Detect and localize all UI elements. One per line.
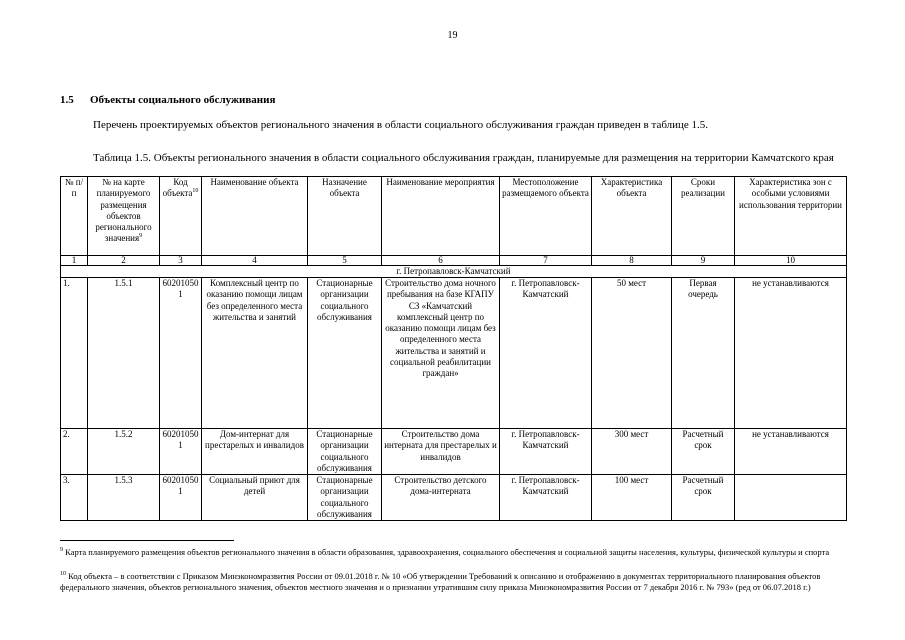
- measure-name: Строительство дома ночного пребывания на базе КГАПУ СЗ «Камчатский комплексный центр по оказанию помощи лицам без определенного места жительства и занятий и социальной реабилитации граждан»: [382, 278, 500, 429]
- section-number: 1.5: [60, 94, 74, 106]
- table-row: [61, 475, 847, 521]
- footnote-ref: 10: [192, 188, 199, 195]
- map-number: 1.5.3: [88, 475, 160, 521]
- zone-characteristic: не устанавливаются: [735, 278, 847, 429]
- column-number: 5: [308, 256, 382, 266]
- header-cell: Местоположение размещаемого объекта: [500, 177, 592, 256]
- section-title: Объекты социального обслуживания: [90, 94, 276, 106]
- group-row: [61, 266, 847, 278]
- object-location: г. Петропавловск-Камчатский: [500, 278, 592, 429]
- header-cell: № на карте планируемого размещения объектов регионального значения$^9$: [88, 177, 160, 256]
- object-name: Социальный приют для детей: [202, 475, 308, 521]
- column-number: 1: [61, 256, 88, 266]
- object-characteristic: 100 мест: [592, 475, 672, 521]
- header-cell: Характеристика зон с особыми условиями использования территории: [735, 177, 847, 256]
- column-number: 2: [88, 256, 160, 266]
- header-cell: Код объекта$^{10}$: [160, 177, 202, 256]
- implementation-term: Расчетный срок: [672, 429, 735, 475]
- table-row: [61, 278, 847, 429]
- object-purpose: Стационарные организации социального обслуживания: [308, 278, 382, 429]
- intro-paragraph: Перечень проектируемых объектов регионального значения в области социального обслуживания граждан приведен в таблице 1.5.: [93, 119, 709, 131]
- header-cell: Характеристика объекта: [592, 177, 672, 256]
- object-purpose: Стационарные организации социального обслуживания: [308, 475, 382, 521]
- row-number: 2.: [61, 429, 88, 475]
- column-number: 4: [202, 256, 308, 266]
- column-number-row: [61, 256, 847, 266]
- header-cell: Назначение объекта: [308, 177, 382, 256]
- row-number: 1.: [61, 278, 88, 429]
- measure-name: Строительство детского дома-интерната: [382, 475, 500, 521]
- zone-characteristic: [735, 475, 847, 521]
- group-title: г. Петропавловск-Камчатский: [61, 266, 847, 278]
- column-number: 6: [382, 256, 500, 266]
- measure-name: Строительство дома интерната для престарелых и инвалидов: [382, 429, 500, 475]
- column-number: 10: [735, 256, 847, 266]
- page-number: 19: [447, 30, 458, 41]
- header-cell: Сроки реализации: [672, 177, 735, 256]
- header-cell: Наименование мероприятия: [382, 177, 500, 256]
- map-number: 1.5.2: [88, 429, 160, 475]
- footnote-9: $^9$ Карта планируемого размещения объектов регионального значения в области образования, здравоохранения, социального обеспечения и социальной защиты населения, культуры, физической культуры и спорта: [60, 547, 830, 557]
- object-code: 602010501: [160, 429, 202, 475]
- map-number: 1.5.1: [88, 278, 160, 429]
- section-heading: [60, 94, 275, 106]
- column-number: 7: [500, 256, 592, 266]
- header-cell: Наименование объекта: [202, 177, 308, 256]
- row-number: 3.: [61, 475, 88, 521]
- column-number: 8: [592, 256, 672, 266]
- zone-characteristic: не устанавливаются: [735, 429, 847, 475]
- implementation-term: Первая очередь: [672, 278, 735, 429]
- object-name: Дом-интернат для престарелых и инвалидов: [202, 429, 308, 475]
- table-header-row: [61, 177, 847, 256]
- object-characteristic: 300 мест: [592, 429, 672, 475]
- object-purpose: Стационарные организации социального обслуживания: [308, 429, 382, 475]
- object-code: 602010501: [160, 475, 202, 521]
- footnote-separator: [60, 540, 234, 541]
- header-cell: № п/п: [61, 177, 88, 256]
- table-row: [61, 429, 847, 475]
- table-caption: Таблица 1.5. Объекты регионального значения в области социального обслуживания граждан, планируемые для размещения на территории Камчатского края: [93, 152, 834, 164]
- footnote-10: $^{10}$ Код объекта – в соответствии с Приказом Минэкономразвития России от 09.01.2018 г. № 10 «Об утверждении Требований к описанию и отображению в документах территориального планирования объектов федерального значения, объектов регионального значения, объектов местного значения и о признании утратившим силу приказа Минэкономразвития России от 7 декабря 2016 г. № 793» (ред от 06.07.2018 г.): [60, 571, 821, 592]
- column-number: 3: [160, 256, 202, 266]
- object-location: г. Петропавловск-Камчатский: [500, 429, 592, 475]
- column-number: 9: [672, 256, 735, 266]
- object-name: Комплексный центр по оказанию помощи лицам без определенного места жительства и занятий: [202, 278, 308, 429]
- objects-table: [60, 176, 847, 521]
- implementation-term: Расчетный срок: [672, 475, 735, 521]
- footnote-ref: 9: [139, 233, 143, 240]
- object-location: г. Петропавловск-Камчатский: [500, 475, 592, 521]
- object-code: 602010501: [160, 278, 202, 429]
- object-characteristic: 50 мест: [592, 278, 672, 429]
